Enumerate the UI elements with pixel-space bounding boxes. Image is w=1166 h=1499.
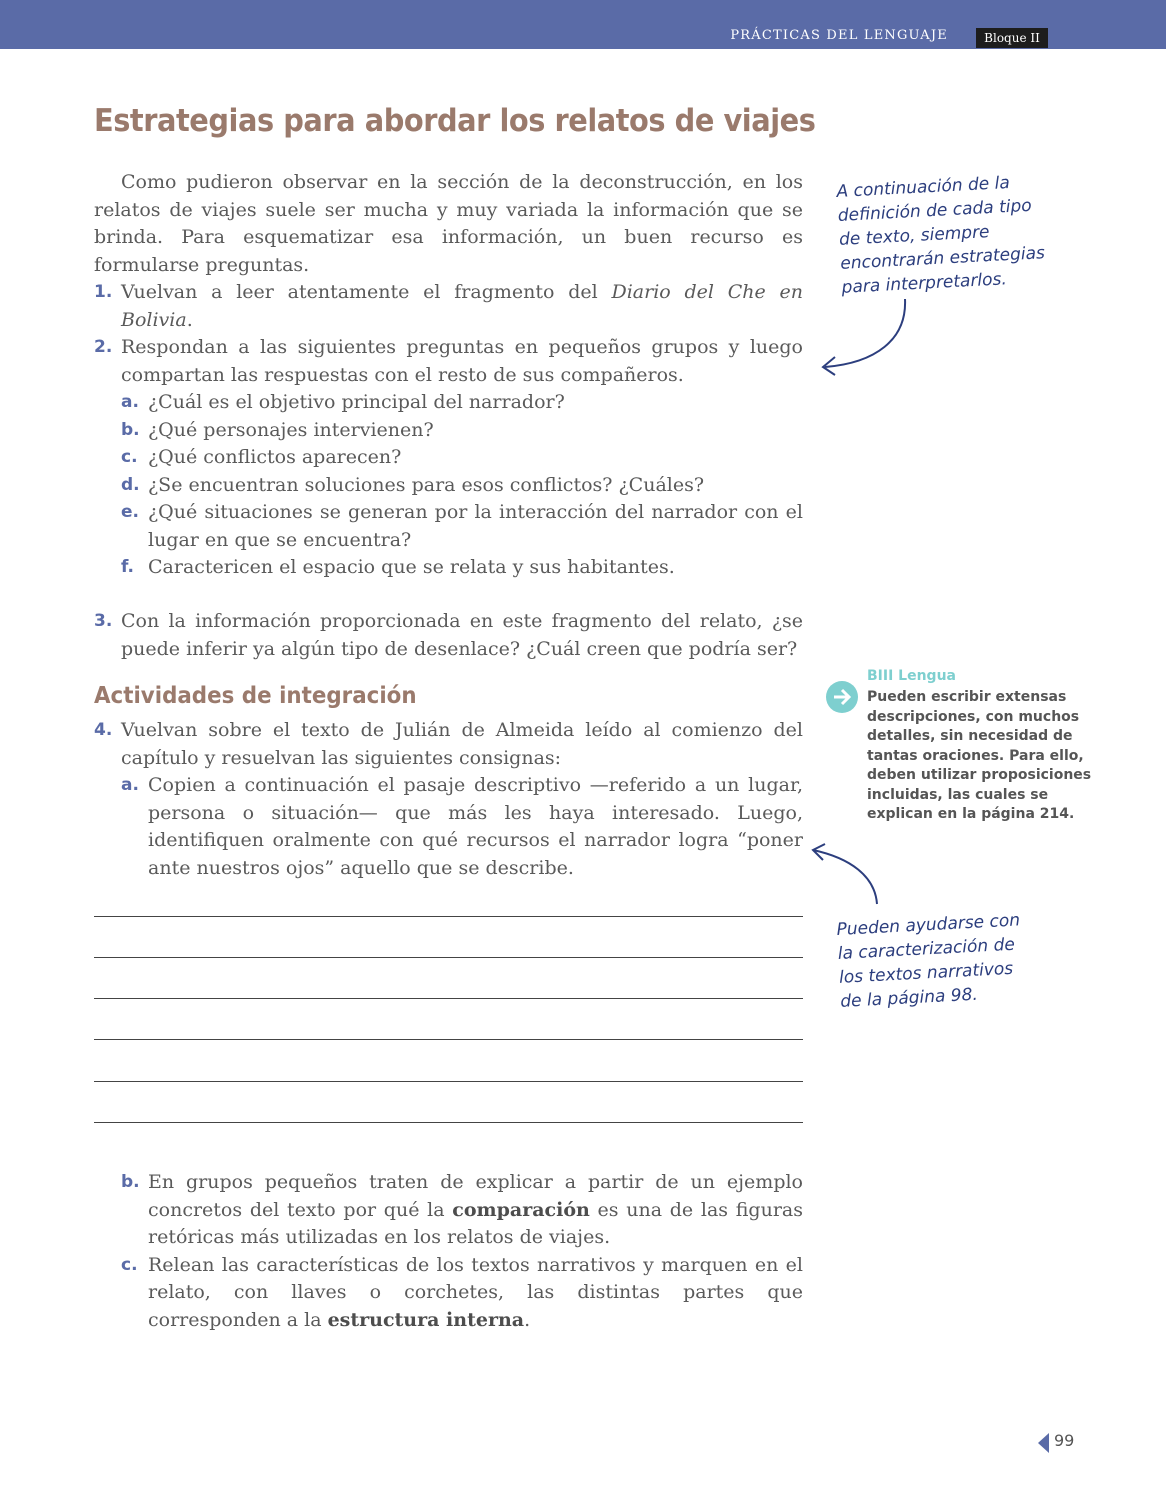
subitem-text: ¿Qué conflictos aparecen? xyxy=(148,446,402,468)
subitem-text-end: . xyxy=(524,1308,531,1331)
margin-note-page-ref: Pueden ayudarse con la caracterización de los textos narrativos de la página 98. xyxy=(836,910,1021,1012)
subitem-c xyxy=(94,444,803,472)
subitem-letter: a. xyxy=(121,775,139,795)
subitem-f xyxy=(94,554,803,582)
list-item-1 xyxy=(94,279,803,334)
subitem-4c xyxy=(94,1252,803,1335)
subitem-text: En grupos pequeños traten de explicar a partir de un ejemplo concretos del texto por qué la xyxy=(148,1171,803,1221)
subitem-e xyxy=(94,499,803,554)
subitem-text: ¿Qué situaciones se generan por la interacción del narrador con el lugar en que se encuentra? xyxy=(148,501,803,551)
subitem-a xyxy=(94,389,803,417)
subitem-text: ¿Cuál es el objetivo principal del narrador? xyxy=(148,391,565,413)
header-block-badge: Bloque II xyxy=(976,28,1048,48)
item-text: Con la información proporcionada en este fragmento del relato, ¿se puede inferir ya algún tipo de desenlace? ¿Cuál creen que podría ser? xyxy=(121,610,803,660)
writing-line[interactable] xyxy=(94,1081,803,1082)
item-text: Respondan a las siguientes preguntas en pequeños grupos y luego compartan las respuestas con el resto de sus compañeros. xyxy=(121,336,803,386)
item-book-title: Diario del Che en Bolivia xyxy=(121,281,803,331)
item-number: 3. xyxy=(94,611,113,631)
arrow-right-circle-icon[interactable] xyxy=(826,681,858,713)
curved-arrow-icon xyxy=(815,295,915,380)
subitem-4b xyxy=(94,1169,803,1252)
item-text: Vuelvan sobre el texto de Julián de Almeida leído al comienzo del capítulo y resuelvan las siguientes consignas: xyxy=(121,719,803,769)
list-item-3 xyxy=(94,608,803,663)
writing-line[interactable] xyxy=(94,1122,803,1123)
subitem-letter: e. xyxy=(121,502,139,522)
subitem-letter: b. xyxy=(121,1172,140,1192)
subitem-letter: d. xyxy=(121,474,140,495)
subitem-letter: c. xyxy=(121,447,138,467)
writing-line[interactable] xyxy=(94,916,803,917)
list-item-4 xyxy=(94,717,803,882)
list-item-2 xyxy=(94,334,803,582)
page-title: Estrategias para abordar los relatos de viajes xyxy=(94,103,816,139)
subitem-text: Copien a continuación el pasaje descriptivo —referido a un lugar, persona o situación— que más les haya interesado. Luego, identifiquen oralmente con qué recursos el narrador logra “poner ante nuestros ojos” aquello que se describe. xyxy=(148,774,803,879)
page-marker-icon xyxy=(1038,1433,1049,1453)
writing-line[interactable] xyxy=(94,1039,803,1040)
item-number: 1. xyxy=(94,282,113,302)
subitem-letter: b. xyxy=(121,419,140,440)
section-title: Actividades de integración xyxy=(94,683,417,709)
writing-line[interactable] xyxy=(94,957,803,958)
curved-arrow-icon xyxy=(805,838,895,913)
subitem-text: Relean las características de los textos narrativos y marquen en el relato, con llaves o corchetes, las distintas partes que corresponden a la xyxy=(148,1253,803,1331)
item-text-end: . xyxy=(186,308,193,331)
reference-body: Pueden escribir extensas descripciones, con muchos detalles, sin necesidad de tantas oraciones. Para ello, deben utilizar proposiciones incluidas, las cuales se explican en la página 214. xyxy=(867,689,1092,822)
subitem-b xyxy=(94,417,803,445)
item-number: 2. xyxy=(94,337,113,357)
subitem-text: ¿Qué personajes intervienen? xyxy=(148,418,434,441)
keyword-estructura-interna: estructura interna xyxy=(327,1308,525,1331)
subitem-text: Caractericen el espacio que se relata y sus habitantes. xyxy=(148,556,675,578)
header-subject: PRÁCTICAS DEL LENGUAJE xyxy=(730,28,948,43)
subitem-letter: f. xyxy=(121,557,134,577)
subitem-text: ¿Se encuentran soluciones para esos conflictos? ¿Cuáles? xyxy=(148,473,705,496)
subitem-letter: a. xyxy=(121,392,139,412)
intro-paragraph: Como pudieron observar en la sección de la deconstrucción, en los relatos de viajes suele ser mucha y muy variada la información que se brinda. Para esquematizar esa información, un buen recurso es formularse preguntas. xyxy=(94,171,803,276)
reference-heading: BIII Lengua xyxy=(867,668,956,684)
subitem-4a xyxy=(94,772,803,882)
item-text: Vuelvan a leer atentamente el fragmento del xyxy=(121,281,612,303)
subitem-letter: c. xyxy=(121,1254,138,1275)
subitem-text-end: es una de las figuras retóricas más utilizadas en los relatos de viajes. xyxy=(148,1198,803,1248)
page-number: 99 xyxy=(1054,1431,1075,1450)
subitem-d xyxy=(94,472,803,500)
item-number: 4. xyxy=(94,720,113,740)
keyword-comparacion: comparación xyxy=(452,1198,590,1221)
writing-line[interactable] xyxy=(94,998,803,999)
margin-note-strategies: A continuación de la definición de cada tipo de texto, siempre encontrarán estrategias para interpretarlos. xyxy=(836,172,1046,298)
